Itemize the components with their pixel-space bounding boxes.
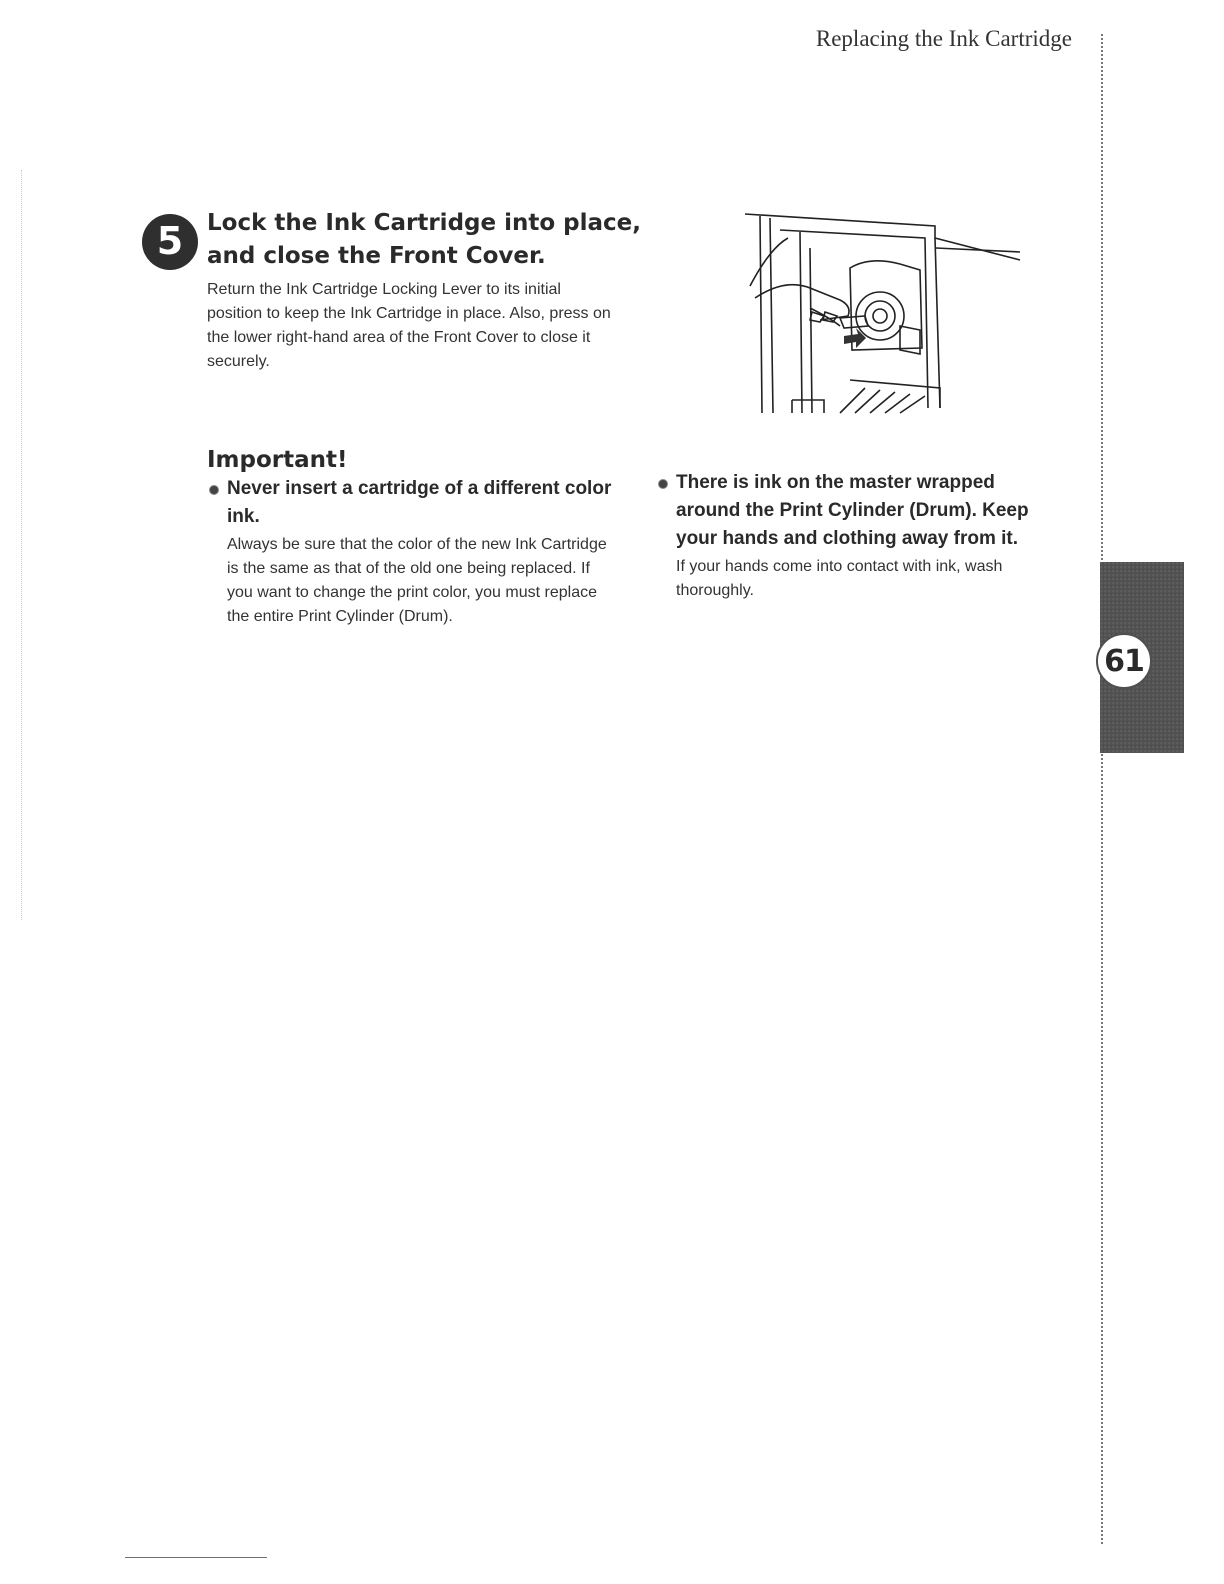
important-note-ink-on-master — [676, 469, 1061, 603]
note-title — [227, 475, 617, 531]
page-number-badge — [1096, 633, 1152, 689]
footer-rule — [125, 1557, 267, 1558]
note-body: Always be sure that the color of the new Ink Cartridge is the same as that of the old one being replaced. If you want to change the print color, you must replace the entire Print Cylinder (Drum). — [227, 536, 607, 625]
hand-locking-lever-illustration — [740, 208, 1030, 418]
note-title-text: There is ink on the master wrapped around the Print Cylinder (Drum). Keep your hands and clothing away from it. — [676, 472, 1029, 549]
note-title — [676, 469, 1061, 553]
note-title-text: Never insert a cartridge of a different color ink. — [227, 478, 612, 527]
step-number-badge — [142, 214, 198, 270]
step-title: Lock the Ink Cartridge into place, and close the Front Cover. — [207, 210, 642, 269]
page-number: 61 — [1104, 643, 1144, 679]
step-number: 5 — [156, 219, 184, 263]
scan-edge-line — [21, 170, 22, 920]
running-header: Replacing the Ink Cartridge — [815, 26, 1072, 51]
note-body: If your hands come into contact with ink, wash thoroughly. — [676, 558, 1003, 599]
margin-dotted-rule — [1101, 34, 1103, 1544]
important-heading: Important! — [207, 447, 348, 473]
important-note-ink-color — [227, 475, 617, 629]
bullet-icon — [658, 479, 668, 489]
bullet-icon — [209, 485, 219, 495]
step-instructions: Return the Ink Cartridge Locking Lever to its initial position to keep the Ink Cartridge in place. Also, press on the lower right-hand area of the Front Cover to close it securely. — [207, 281, 611, 370]
